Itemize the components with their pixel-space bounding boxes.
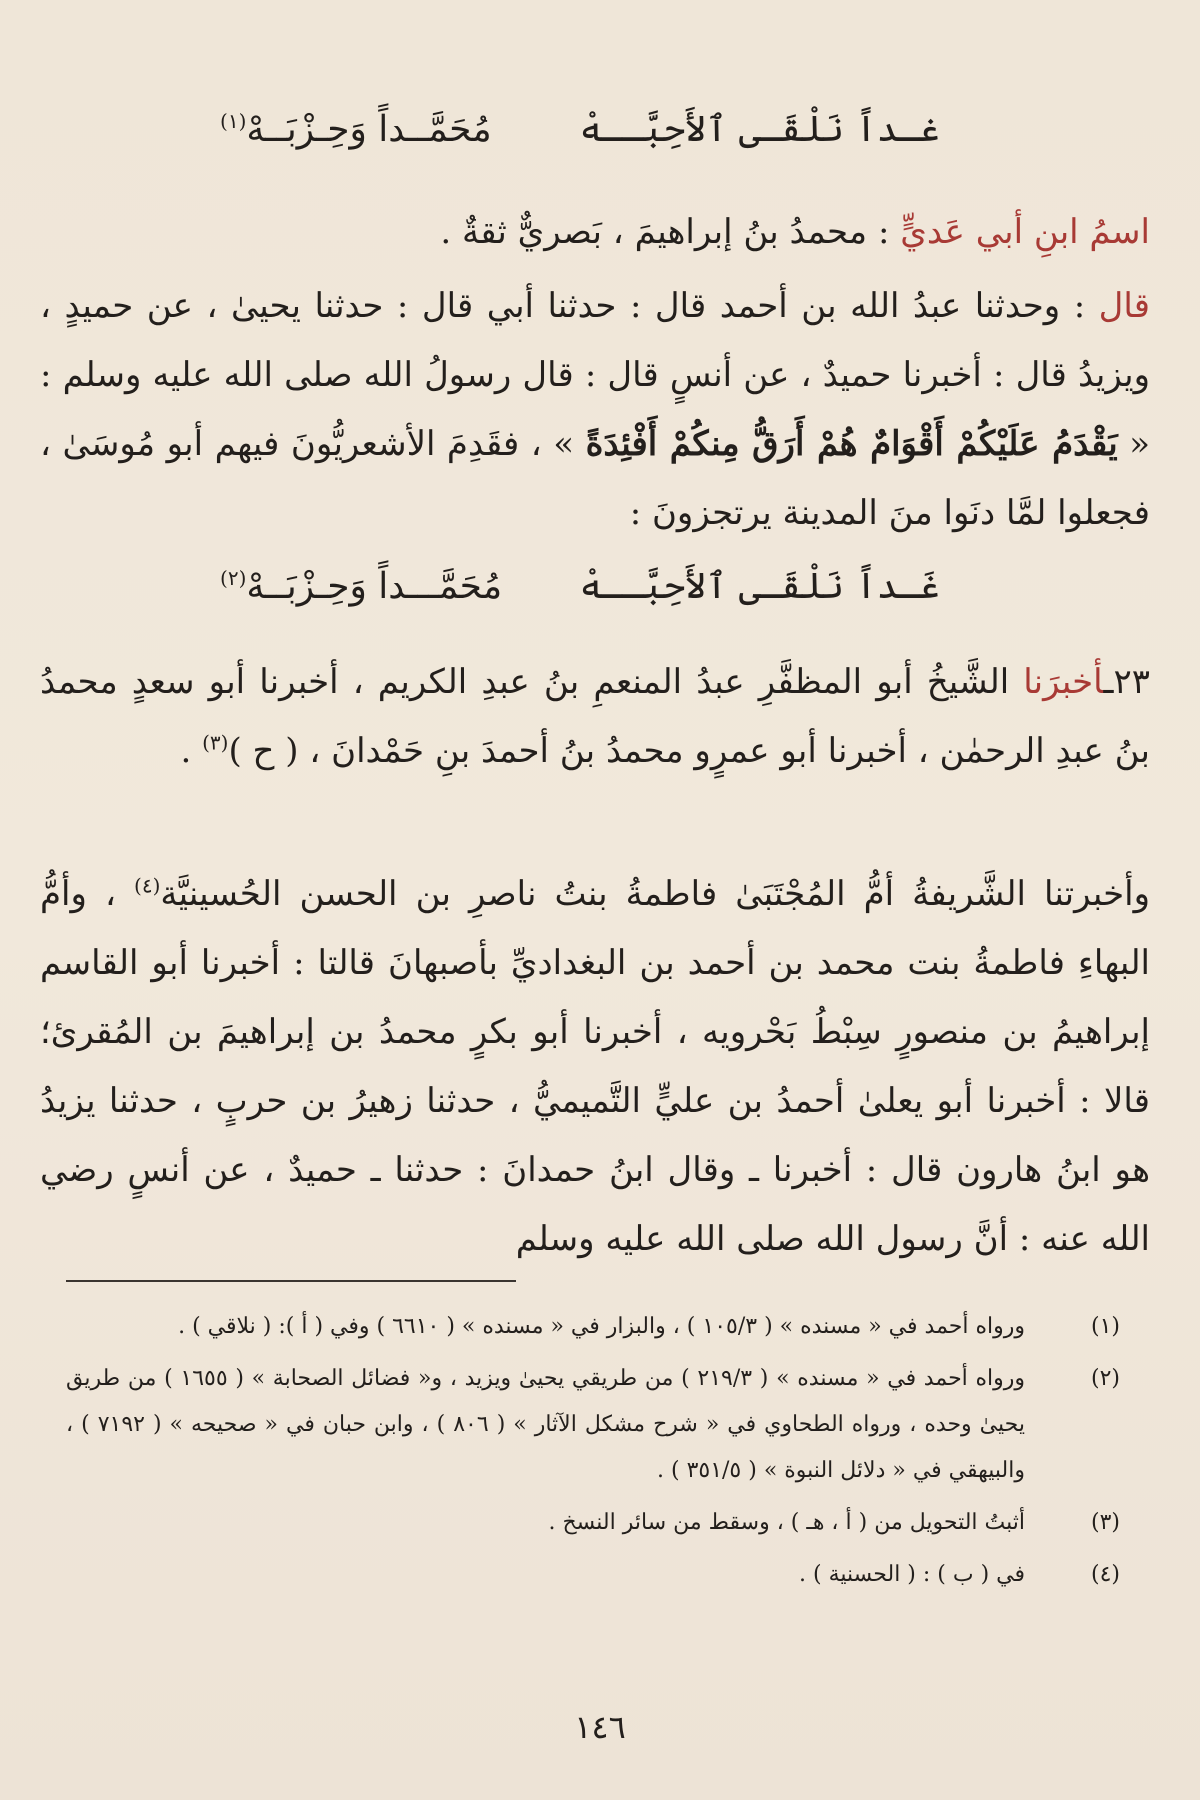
footnote-1-number: (١) bbox=[1090, 1314, 1120, 1339]
verse-1-left-hemistich bbox=[220, 108, 492, 152]
paragraph-3-text-b: ، وأمُّ البهاءِ فاطمةُ بنت محمد بن أحمد بن البغداديِّ بأصبهانَ قالتا : أخبرنا أبو القاسم إبراهيمُ بن منصورٍ سِبْطُ بَحْرويه ، أخبرنا أبو بكرٍ محمدُ بن إبراهيمَ بن المُقرئ؛ قالا : أخبرنا أبو يعلىٰ أحمدُ بن عليٍّ التَّميميُّ ، حدثنا زهيرُ بن حربٍ ، حدثنا يزيدُ هو ابنُ هارون قال : أخبرنا ـ وقال ابنُ حمدانَ : حدثنا ـ حميدٌ ، عن أنسٍ رضي الله عنه : أنَّ رسول الله صلى الله عليه وسلم bbox=[40, 874, 1150, 1259]
footnote-2 bbox=[66, 1356, 1120, 1494]
footnote-ref-3[interactable]: (٣) bbox=[202, 730, 229, 755]
footnotes-section bbox=[66, 1304, 1120, 1604]
paragraph-3-text-a: وأخبرتنا الشَّريفةُ أمُّ المُجْتَبَىٰ فاطمةُ بنتُ ناصرِ بن الحسن الحُسينيَّة bbox=[160, 874, 1150, 914]
footnote-4-text: في ( ب ) : ( الحسنية ) . bbox=[799, 1562, 1025, 1587]
narrator-name-label: اسمُ ابنِ أبي عَديٍّ bbox=[900, 212, 1150, 252]
footnote-ref-4[interactable]: (٤) bbox=[134, 873, 161, 898]
hadith-paragraph-3 bbox=[40, 860, 1150, 1274]
footnote-divider bbox=[66, 1280, 516, 1282]
footnote-2-number: (٢) bbox=[1090, 1366, 1120, 1391]
verse-2-left-hemistich bbox=[220, 565, 502, 609]
narrator-name-text: : محمدُ بنُ إبراهيمَ ، بَصريٌّ ثقةٌ . bbox=[440, 212, 901, 252]
footnote-4-number: (٤) bbox=[1090, 1562, 1120, 1587]
footnote-3 bbox=[66, 1500, 1120, 1546]
verse-1-right-hemistich bbox=[580, 108, 940, 152]
footnote-2-text: ورواه أحمد في « مسنده » ( ٢١٩/٣ ) من طريقي يحيىٰ ويزيد ، و« فضائل الصحابة » ( ١٦٥٥ ) من طريق يحيىٰ وحده ، ورواه الطحاوي في « شرح مشكل الآثار » ( ٨٠٦ ) ، وابن حبان في « صحيحه » ( ٧١٩٢ ) ، والبيهقي في « دلائل النبوة » ( ٣٥١/٥ ) . bbox=[66, 1366, 1026, 1483]
verse-2-right-hemistich bbox=[580, 565, 940, 609]
hadith-paragraph-23-text bbox=[40, 648, 1150, 786]
paragraph-1-text-before: : وحدثنا عبدُ الله بن أحمد قال : حدثنا أبي قال : حدثنا يحيىٰ ، عن حميدٍ ، ويزيدُ قال : أخبرنا حميدٌ ، عن أنسٍ قال : قال رسولُ الله صلى الله عليه وسلم : « bbox=[40, 286, 1151, 464]
hadith-quote: يَقْدَمُ عَلَيْكُمْ أَقْوَامٌ هُمْ أَرَقُّ مِنكُمْ أَفْئِدَةً bbox=[585, 424, 1118, 464]
footnote-ref-1[interactable]: (١) bbox=[220, 109, 247, 133]
paragraph-1-label: قال bbox=[1098, 286, 1150, 326]
footnote-ref-2[interactable]: (٢) bbox=[220, 566, 247, 590]
hadith-paragraph-1-text bbox=[40, 272, 1150, 548]
verse-1-left-text: مُحَمَّــداً وَحِـزْبَــهْ bbox=[246, 109, 492, 150]
page-number: ١٤٦ bbox=[574, 1708, 626, 1746]
footnote-1 bbox=[66, 1304, 1120, 1350]
verse-2-left-text: مُحَمَّـــداً وَحِـزْبَــهْ bbox=[246, 566, 503, 607]
hadith-paragraph-1 bbox=[40, 272, 1150, 548]
paragraph-2-text: الشَّيخُ أبو المظفَّرِ عبدُ المنعمِ بنُ عبدِ الكريم ، أخبرنا أبو سعدٍ محمدُ بنُ عبدِ الرحمٰن ، أخبرنا أبو عمرٍو محمدُ بنُ أحمدَ بنِ حَمْدانَ ، ( ح ) bbox=[40, 662, 1150, 771]
narrator-name-note bbox=[240, 198, 1150, 258]
footnote-3-text: أثبتُ التحويل من ( أ ، هـ ) ، وسقط من سائر النسخ . bbox=[548, 1510, 1025, 1535]
paragraph-1-text-after: » ، فقَدِمَ الأشعريُّونَ فيهم أبو مُوسَىٰ ، فجعلوا لمَّا دنَوا منَ المدينة يرتجزونَ : bbox=[40, 424, 1150, 533]
paragraph-2-end: . bbox=[180, 731, 203, 771]
verse-1-right-text: غـداً نَلْقَـى ٱلأَحِبَّــهْ bbox=[579, 109, 940, 150]
verse-2-right-text: غَـداً نَلْقَـى ٱلأَحِبَّــهْ bbox=[579, 566, 940, 607]
hadith-paragraph-3-text bbox=[40, 860, 1150, 1274]
hadith-number: ٢٣ـ bbox=[1103, 662, 1150, 702]
paragraph-2-label: أخبرَنا bbox=[1023, 662, 1104, 702]
footnote-1-text: ورواه أحمد في « مسنده » ( ١٠٥/٣ ) ، والبزار في « مسنده » ( ٦٦١٠ ) وفي ( أ ): ( نلاقي ) . bbox=[178, 1314, 1025, 1339]
footnote-4 bbox=[66, 1552, 1120, 1598]
hadith-paragraph-23 bbox=[40, 648, 1150, 786]
footnote-3-number: (٣) bbox=[1090, 1510, 1120, 1535]
